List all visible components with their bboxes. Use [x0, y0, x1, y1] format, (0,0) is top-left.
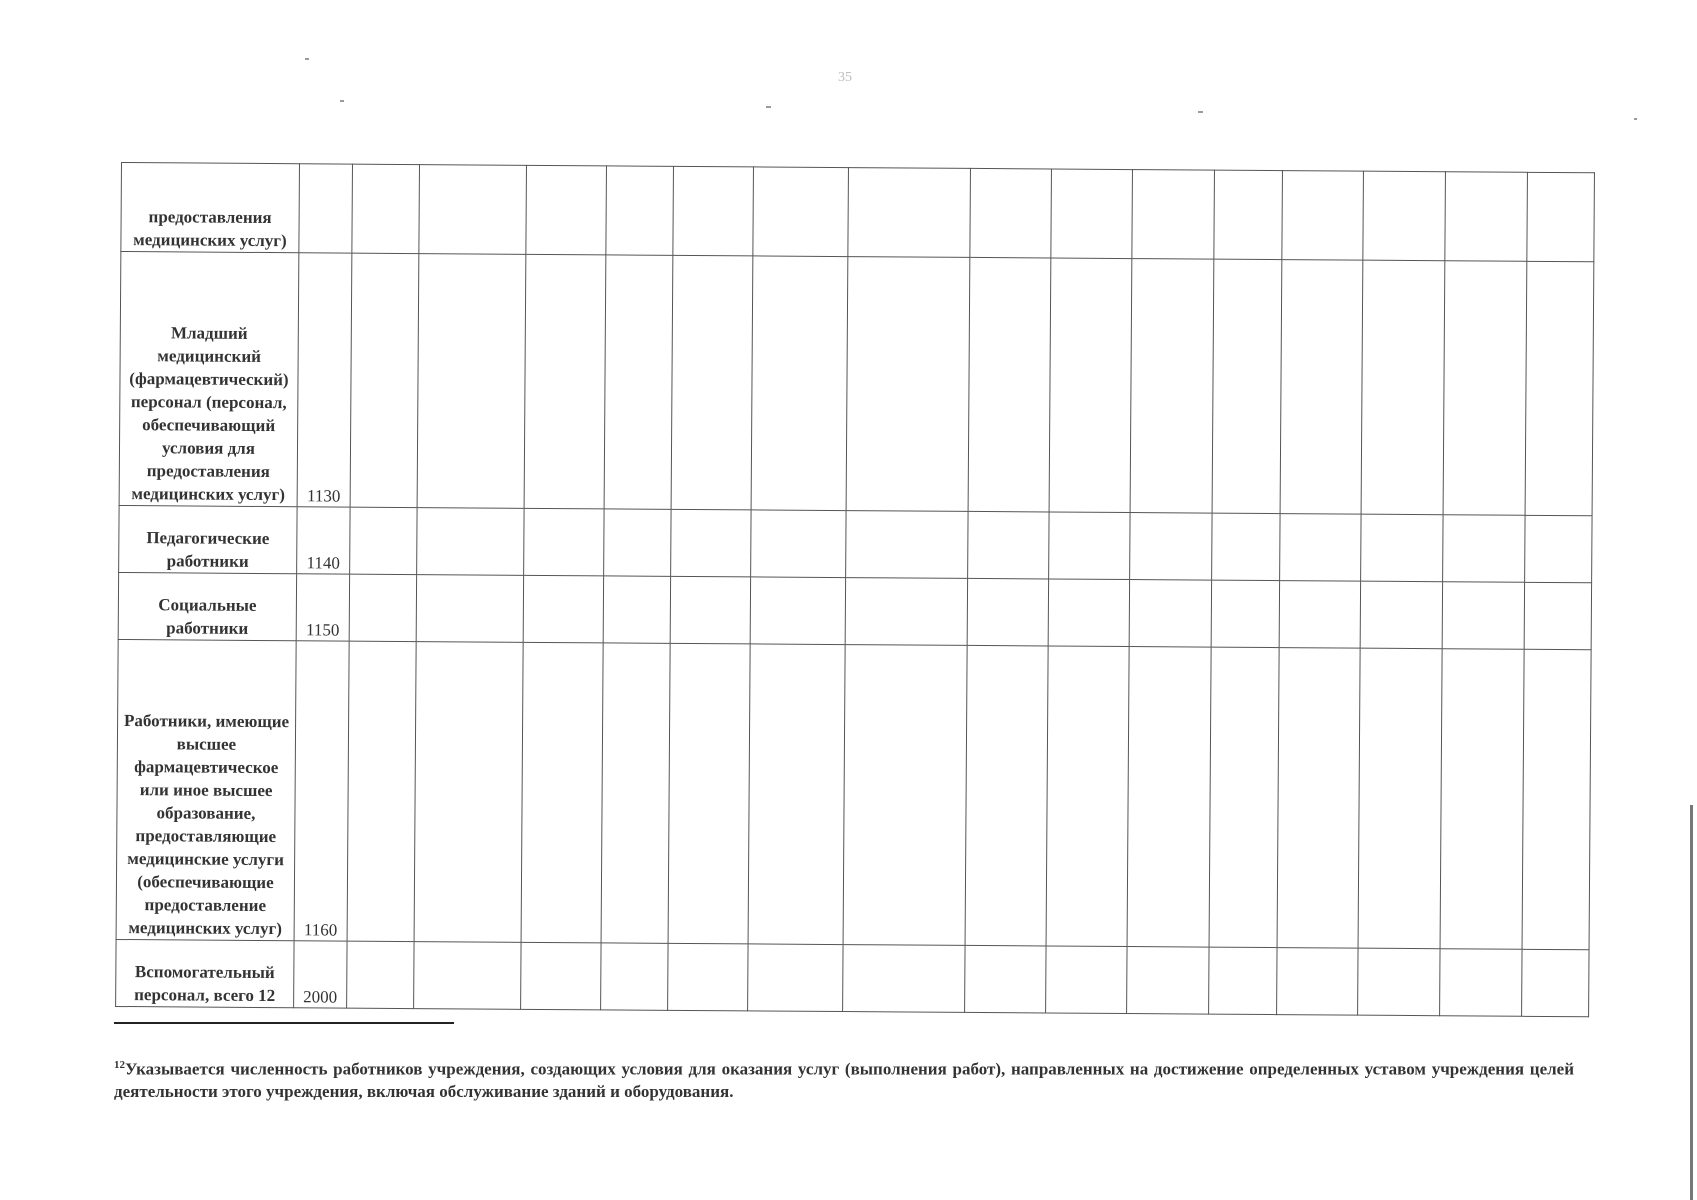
table-cell	[349, 574, 416, 641]
table-cell	[965, 945, 1046, 1013]
table-cell	[347, 941, 414, 1008]
table-cell	[1525, 261, 1594, 515]
table-cell	[1046, 646, 1129, 947]
table-cell	[1212, 259, 1282, 513]
scan-speck	[340, 100, 344, 102]
table-cell	[524, 254, 606, 509]
footnote-marker: 12	[114, 1059, 125, 1071]
table-cell	[670, 576, 750, 644]
table-cell	[1361, 514, 1443, 582]
table-cell	[1280, 260, 1363, 515]
table-cell	[604, 255, 673, 509]
table-cell	[604, 509, 671, 576]
table-cell	[668, 943, 748, 1011]
row-label: Вспомогательный персонал, всего 12	[116, 939, 294, 1007]
table-cell	[968, 511, 1049, 579]
table-cell	[671, 509, 751, 577]
table-cell	[968, 257, 1051, 512]
table-cell	[1127, 647, 1211, 948]
table-cell	[970, 168, 1052, 258]
row-label: Младший медицинский (фармацевтический) персонал (персонал, обеспечивающий условия для предоставления медицинских услуг)	[119, 252, 299, 507]
table-cell	[1277, 648, 1360, 949]
table-cell	[751, 510, 846, 578]
table-row	[119, 252, 1594, 516]
table-cell	[1279, 581, 1360, 649]
table-row	[119, 505, 1592, 582]
footnote-separator	[114, 1022, 454, 1024]
row-code	[299, 164, 353, 253]
row-label: предоставления медицинских услуг)	[121, 163, 300, 253]
table-cell	[601, 943, 668, 1010]
table-cell	[671, 255, 753, 510]
page-number: 35	[838, 70, 852, 85]
row-code: 1130	[297, 253, 352, 507]
table-cell	[1048, 579, 1129, 647]
table-cell	[1442, 582, 1524, 650]
table-cell	[417, 508, 524, 576]
table-cell	[1209, 647, 1279, 947]
table-cell	[845, 578, 967, 646]
table-cell	[1129, 580, 1211, 648]
table-cell	[846, 257, 970, 512]
table-cell	[414, 642, 523, 943]
table-cell	[1049, 258, 1132, 513]
table-cell	[1361, 260, 1445, 515]
table-cell	[521, 642, 603, 943]
table-cell	[1282, 171, 1364, 261]
table-cell	[414, 942, 521, 1010]
table-cell	[1212, 513, 1280, 580]
scan-speck	[305, 58, 309, 60]
row-label: Работники, имеющие высшее фармацевтическое или иное высшее образование, предоставляющие медицинские услуги (обеспечивающие предоставление медицинских услуг)	[116, 639, 296, 940]
table-cell	[1130, 259, 1214, 514]
table-cell	[350, 253, 419, 507]
scan-speck	[1634, 118, 1637, 120]
table-cell	[1049, 512, 1130, 580]
table-row	[118, 572, 1591, 649]
table-cell	[843, 945, 965, 1013]
table-cell	[1358, 948, 1440, 1016]
table-row	[116, 939, 1589, 1016]
scan-speck	[766, 106, 771, 108]
table-cell	[1127, 947, 1209, 1015]
table-cell	[1280, 514, 1361, 582]
table-cell	[523, 575, 603, 643]
table-cell	[352, 164, 420, 253]
table-cell	[1130, 513, 1212, 581]
table-cell	[965, 645, 1048, 946]
row-label: Социальные работники	[118, 572, 296, 640]
footnote-text: Указывается численность работников учреждения, создающих условия для оказания услуг (выполнения работ), направленных на достижение определенных уставом учреждения целей деятельности этого учреждения, включая обслуживание зданий и оборудования.	[114, 1059, 1574, 1101]
staff-table	[115, 162, 1595, 1017]
table-cell	[417, 254, 526, 509]
table-cell	[1522, 649, 1591, 949]
footnote	[114, 1054, 1574, 1103]
table-cell	[748, 944, 843, 1012]
row-code: 1160	[294, 641, 349, 941]
table-cell	[1360, 581, 1442, 649]
table-cell	[846, 511, 968, 579]
table-cell	[1358, 648, 1442, 949]
table-cell	[750, 577, 845, 645]
table-cell	[526, 165, 607, 255]
table-cell	[1363, 171, 1446, 261]
table-cell	[524, 508, 604, 576]
row-code: 2000	[294, 941, 347, 1008]
table-cell	[347, 641, 416, 941]
table-cell	[1524, 582, 1591, 649]
table-row	[121, 163, 1595, 262]
table-cell	[1440, 949, 1522, 1017]
table-cell	[1443, 261, 1527, 516]
table-cell	[1440, 649, 1524, 950]
table-cell	[601, 643, 670, 943]
table-cell	[1527, 172, 1595, 261]
table-cell	[350, 507, 417, 574]
row-label: Педагогические работники	[119, 505, 297, 573]
table-cell	[1277, 948, 1358, 1016]
table-cell	[606, 166, 674, 255]
table-cell	[1525, 515, 1592, 582]
table-cell	[751, 256, 848, 511]
scan-edge	[1690, 805, 1693, 1200]
table-cell	[419, 165, 527, 255]
table-cell	[1051, 169, 1133, 259]
table-cell	[1211, 580, 1279, 647]
table-cell	[1046, 946, 1127, 1014]
table-cell	[1443, 515, 1525, 583]
row-code: 1150	[296, 574, 349, 641]
table-cell	[673, 166, 754, 256]
table-cell	[753, 167, 849, 257]
table-cell	[967, 578, 1048, 646]
table-row	[116, 639, 1591, 949]
table-cell	[603, 576, 670, 643]
table-cell	[416, 575, 523, 643]
table-cell	[748, 644, 845, 945]
table-cell	[521, 942, 601, 1010]
table-cell	[1214, 170, 1283, 259]
table-cell	[668, 643, 750, 944]
table-cell	[1132, 170, 1215, 260]
table-cell	[848, 168, 971, 258]
row-code: 1140	[297, 507, 350, 574]
table-cell	[843, 645, 967, 946]
table-cell	[1209, 947, 1277, 1014]
table-cell	[1522, 949, 1589, 1016]
table-cell	[1445, 172, 1528, 262]
scan-speck	[1198, 111, 1203, 113]
